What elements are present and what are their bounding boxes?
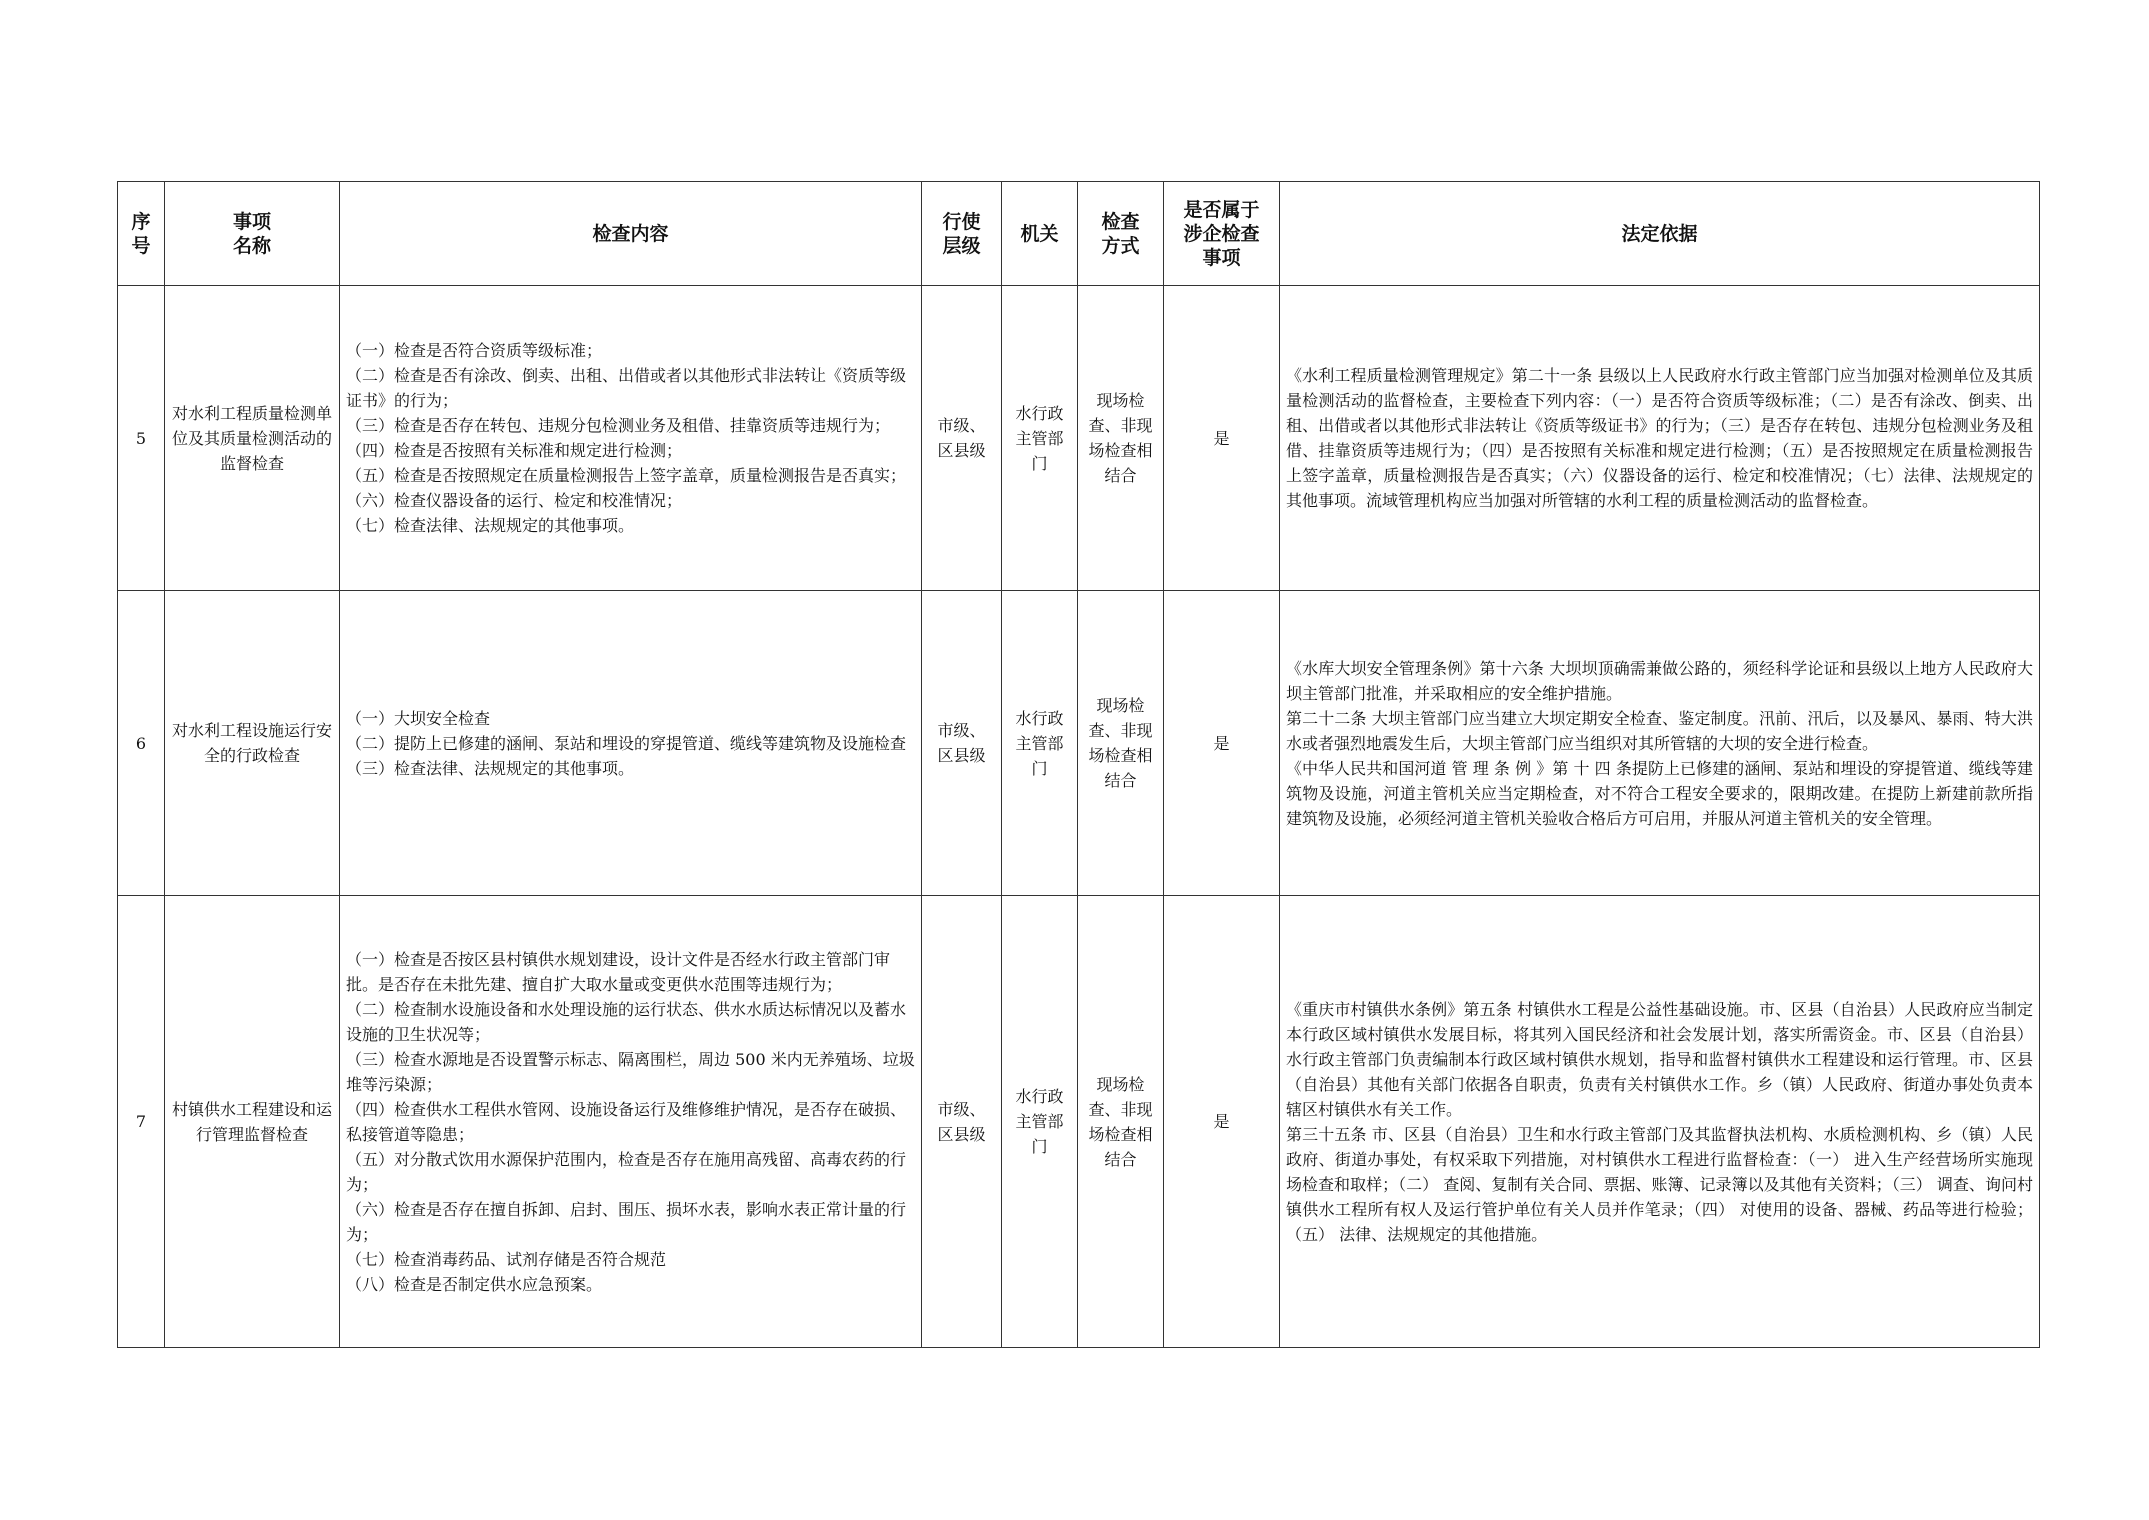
header-name: 事项 名称: [165, 182, 340, 286]
row-seq: 5: [118, 286, 165, 591]
inspection-table: [117, 181, 2040, 1348]
row-enterprise: 是: [1164, 591, 1280, 896]
table-row: [118, 591, 2040, 896]
row-organ: 水行政主管部门: [1002, 896, 1078, 1348]
table-row: [118, 896, 2040, 1348]
row-method: 现场检查、非现场检查相结合: [1078, 286, 1164, 591]
header-basis: 法定依据: [1280, 182, 2040, 286]
row-seq: 7: [118, 896, 165, 1348]
row-item-name: 村镇供水工程建设和运行管理监督检查: [165, 896, 340, 1348]
row-method: 现场检查、非现场检查相结合: [1078, 591, 1164, 896]
header-row: [118, 182, 2040, 286]
row-legal-basis: 《水库大坝安全管理条例》第十六条 大坝坝顶确需兼做公路的，须经科学论证和县级以上地方人民政府大坝主管部门批准，并采取相应的安全维护措施。 第二十二条 大坝主管部门应当建立大坝定期安全检查、鉴定制度。汛前、汛后，以及暴风、暴雨、特大洪水或者强烈地震发生后，大坝主管部门应当组织对其所管辖的大坝的安全进行检查。 《中华人民共和国河道 管 理 条 例 》第 十 四 条提防上已修建的涵闸、泵站和埋设的穿提管道、缆线等建筑物及设施，河道主管机关应当定期检查，对不符合工程安全要求的，限期改建。在提防上新建前款所指建筑物及设施，必须经河道主管机关验收合格后方可启用，并服从河道主管机关的安全管理。: [1280, 591, 2040, 896]
header-enterprise: 是否属于 涉企检查 事项: [1164, 182, 1280, 286]
row-check-content: （一）大坝安全检查 （二）提防上已修建的涵闸、泵站和埋设的穿提管道、缆线等建筑物及设施检查 （三）检查法律、法规规定的其他事项。: [340, 591, 922, 896]
row-item-name: 对水利工程质量检测单位及其质量检测活动的监督检查: [165, 286, 340, 591]
row-enterprise: 是: [1164, 286, 1280, 591]
row-check-content: （一）检查是否按区县村镇供水规划建设，设计文件是否经水行政主管部门审批。是否存在未批先建、擅自扩大取水量或变更供水范围等违规行为； （二）检查制水设施设备和水处理设施的运行状态、供水水质达标情况以及蓄水设施的卫生状况等； （三）检查水源地是否设置警示标志、隔离围栏，周边 500 米内无养殖场、垃圾堆等污染源； （四）检查供水工程供水管网、设施设备运行及维修维护情况，是否存在破损、私接管道等隐患； （五）对分散式饮用水源保护范围内，检查是否存在施用高残留、高毒农药的行为； （六）检查是否存在擅自拆卸、启封、围压、损坏水表，影响水表正常计量的行为； （七）检查消毒药品、试剂存储是否符合规范 （八）检查是否制定供水应急预案。: [340, 896, 922, 1348]
row-check-content: （一）检查是否符合资质等级标准； （二）检查是否有涂改、倒卖、出租、出借或者以其他形式非法转让《资质等级证书》的行为； （三）检查是否存在转包、违规分包检测业务及租借、挂靠资质等违规行为； （四）检查是否按照有关标准和规定进行检测； （五）检查是否按照规定在质量检测报告上签字盖章，质量检测报告是否真实； （六）检查仪器设备的运行、检定和校准情况； （七）检查法律、法规规定的其他事项。: [340, 286, 922, 591]
row-enterprise: 是: [1164, 896, 1280, 1348]
row-level: 市级、 区县级: [922, 896, 1002, 1348]
header-seq: 序 号: [118, 182, 165, 286]
row-seq: 6: [118, 591, 165, 896]
row-organ: 水行政主管部门: [1002, 286, 1078, 591]
row-legal-basis: 《水利工程质量检测管理规定》第二十一条 县级以上人民政府水行政主管部门应当加强对检测单位及其质量检测活动的监督检查，主要检查下列内容：（一）是否符合资质等级标准；（二）是否有涂改、倒卖、出租、出借或者以其他形式非法转让《资质等级证书》的行为；（三）是否存在转包、违规分包检测业务及租借、挂靠资质等违规行为；（四）是否按照有关标准和规定进行检测；（五）是否按照规定在质量检测报告上签字盖章，质量检测报告是否真实；（六）仪器设备的运行、检定和校准情况；（七）法律、法规规定的其他事项。流域管理机构应当加强对所管辖的水利工程的质量检测活动的监督检查。: [1280, 286, 2040, 591]
row-level: 市级、 区县级: [922, 286, 1002, 591]
header-organ: 机关: [1002, 182, 1078, 286]
header-level: 行使 层级: [922, 182, 1002, 286]
row-method: 现场检查、非现场检查相结合: [1078, 896, 1164, 1348]
table-row: [118, 286, 2040, 591]
row-legal-basis: 《重庆市村镇供水条例》第五条 村镇供水工程是公益性基础设施。市、区县（自治县）人民政府应当制定本行政区域村镇供水发展目标，将其列入国民经济和社会发展计划，落实所需资金。市、区县（自治县）水行政主管部门负责编制本行政区域村镇供水规划，指导和监督村镇供水工程建设和运行管理。市、区县（自治县）其他有关部门依据各自职责，负责有关村镇供水工作。乡（镇）人民政府、街道办事处负责本辖区村镇供水有关工作。 第三十五条 市、区县（自治县）卫生和水行政主管部门及其监督执法机构、水质检测机构、乡（镇）人民政府、街道办事处，有权采取下列措施，对村镇供水工程进行监督检查：（一） 进入生产经营场所实施现场检查和取样；（二） 查阅、复制有关合同、票据、账簿、记录簿以及其他有关资料；（三） 调查、询问村镇供水工程所有权人及运行管护单位有关人员并作笔录；（四） 对使用的设备、器械、药品等进行检验；（五） 法律、法规规定的其他措施。: [1280, 896, 2040, 1348]
row-level: 市级、 区县级: [922, 591, 1002, 896]
header-method: 检查 方式: [1078, 182, 1164, 286]
row-item-name: 对水利工程设施运行安全的行政检查: [165, 591, 340, 896]
header-content: 检查内容: [340, 182, 922, 286]
row-organ: 水行政主管部门: [1002, 591, 1078, 896]
